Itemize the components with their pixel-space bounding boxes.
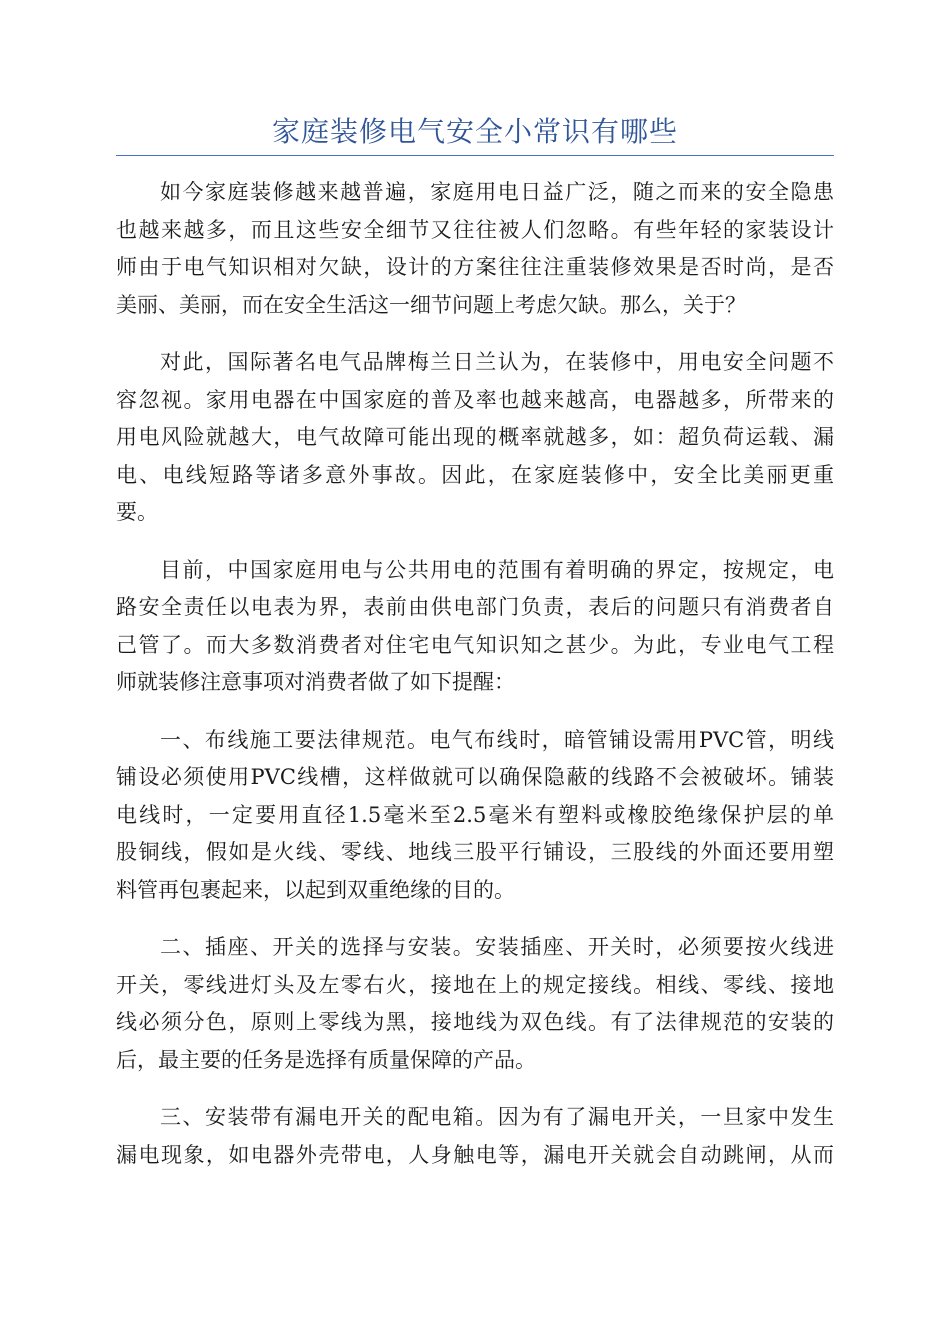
- text-line: 电线时，一定要用直径1.5毫米至2.5毫米有塑料或橡胶绝缘保护层的单: [116, 802, 834, 827]
- text-line: 师就装修注意事项对消费者做了如下提醒：: [116, 670, 515, 694]
- text-line: 股铜线，假如是火线、零线、地线三股平行铺设，三股线的外面还要用塑: [116, 840, 834, 864]
- text-line: 一、布线施工要法律规范。电气布线时，暗管铺设需用PVC管，明线: [160, 727, 834, 752]
- text-line: 后，最主要的任务是选择有质量保障的产品。: [116, 1047, 536, 1072]
- text-line: 容忽视。家用电器在中国家庭的普及率也越来越高，电器越多，所带来的: [116, 387, 834, 412]
- text-line: 线必须分色，原则上零线为黑，接地线为双色线。有了法律规范的安装的: [116, 1010, 834, 1034]
- text-line: 路安全责任以电表为界，表前由供电部门负责，表后的问题只有消费者自: [116, 595, 834, 619]
- title-underline: [116, 155, 834, 156]
- text-line: 美丽、美丽，而在安全生活这一细节问题上考虑欠缺。那么，关于？: [116, 292, 746, 317]
- text-line: 三、安装带有漏电开关的配电箱。因为有了漏电开关，一旦家中发生: [160, 1105, 834, 1129]
- text-line: 二、插座、开关的选择与安装。安装插座、开关时，必须要按火线进: [160, 935, 834, 959]
- text-line: 也越来越多，而且这些安全细节又往往被人们忽略。有些年轻的家装设计: [116, 217, 834, 242]
- document-body: [116, 174, 834, 1194]
- paragraph-6: [116, 1099, 834, 1174]
- text-line: 用电风险就越大，电气故障可能出现的概率就越多，如：超负荷运载、漏: [116, 425, 834, 449]
- text-line: 电、电线短路等诸多意外事故。因此，在家庭装修中，安全比美丽更重: [116, 462, 834, 487]
- paragraph-5: [116, 929, 834, 1079]
- text-line: 开关，零线进灯头及左零右火，接地在上的规定接线。相线、零线、接地: [116, 972, 834, 997]
- paragraph-2: [116, 344, 834, 532]
- text-line: 漏电现象，如电器外壳带电，人身触电等，漏电开关就会自动跳闸，从而: [116, 1142, 834, 1167]
- text-line: 铺设必须使用PVC线槽，这样做就可以确保隐蔽的线路不会被破坏。铺装: [116, 765, 834, 789]
- paragraph-1: [116, 174, 834, 324]
- text-line: 对此，国际著名电气品牌梅兰日兰认为，在装修中，用电安全问题不: [160, 350, 834, 374]
- paragraph-3: [116, 552, 834, 702]
- document-title: 家庭装修电气安全小常识有哪些: [271, 115, 678, 148]
- text-line: 料管再包裹起来，以起到双重绝缘的目的。: [116, 877, 515, 902]
- text-line: 师由于电气知识相对欠缺，设计的方案往往注重装修效果是否时尚，是否: [116, 255, 834, 279]
- text-line: 目前，中国家庭用电与公共用电的范围有着明确的界定，按规定，电: [160, 557, 834, 582]
- text-line: 己管了。而大多数消费者对住宅电气知识知之甚少。为此，专业电气工程: [116, 632, 834, 657]
- text-line: 如今家庭装修越来越普遍，家庭用电日益广泛，随之而来的安全隐患: [160, 180, 834, 204]
- text-line: 要。: [116, 500, 158, 524]
- paragraph-4: [116, 722, 834, 910]
